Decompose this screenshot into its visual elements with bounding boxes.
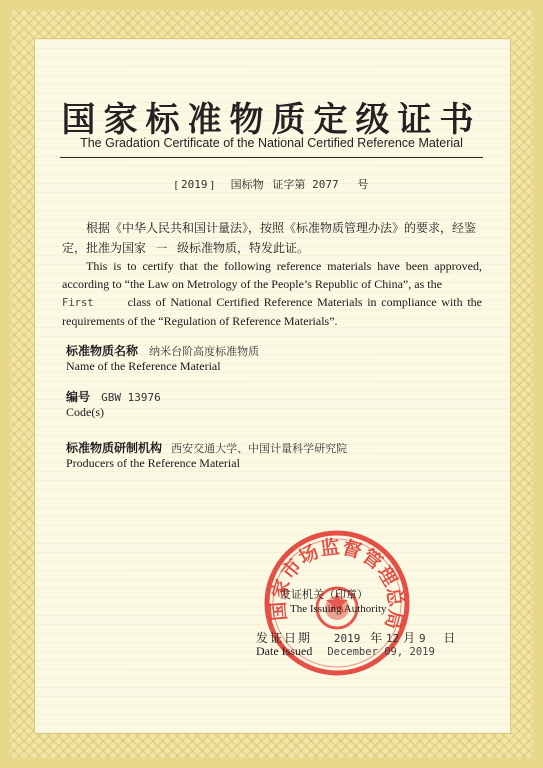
issuer-label-english: The Issuing Authority <box>290 603 387 615</box>
issue-date-value-english: December 09, 2019 <box>327 646 435 658</box>
statement-chinese <box>62 218 482 259</box>
grade-chinese: 一 <box>156 242 168 255</box>
producer-label-chinese: 标准物质研制机构 <box>66 441 163 455</box>
issue-month-unit: 月 <box>403 631 416 645</box>
certificate-zi-label: 证字第 <box>272 179 306 191</box>
statement-english <box>62 257 482 330</box>
code-field <box>66 386 161 420</box>
grade-english: First <box>62 297 94 309</box>
name-label-chinese: 标准物质名称 <box>66 344 139 358</box>
close-bracket: ] <box>210 179 214 191</box>
code-value: GBW 13976 <box>101 391 161 404</box>
certificate-number: 2077 <box>312 178 339 191</box>
certificate-prefix: 国标物 <box>230 179 264 191</box>
statement-english-a: This is to certify that the following reference materials have been approved, according to “the Law on Metrology of the People’s Republic of China”, as the <box>62 259 482 291</box>
producer-field <box>66 437 347 471</box>
statement-chinese-a: 根据《中华人民共和国计量法》，按照《标准物质管理办法》的要求，经鉴定，批准为国家 <box>62 221 477 255</box>
issue-date-label-chinese: 发证日期 <box>256 631 313 645</box>
code-label-english: Code(s) <box>66 405 104 419</box>
certificate-suffix: 号 <box>357 179 369 191</box>
statement-chinese-b: 级标准物质，特发此证。 <box>177 241 310 255</box>
seal-text: 国家市场监督管理总局 <box>267 536 407 633</box>
name-value: 纳米台阶高度标准物质 <box>149 345 260 358</box>
issue-date-label-english: Date Issued <box>256 644 313 658</box>
issue-date-english <box>256 644 435 659</box>
producer-label-english: Producers of the Reference Material <box>66 456 240 470</box>
issue-year-unit: 年 <box>370 631 383 645</box>
code-label-chinese: 编号 <box>66 390 91 404</box>
issue-month: 12 <box>386 632 400 645</box>
title-chinese: 国家标准物质定级证书 <box>61 100 482 140</box>
certificate-number-line <box>0 176 543 192</box>
issue-day: 9 <box>418 632 426 645</box>
title-divider <box>60 157 483 158</box>
producer-value: 西安交通大学、中国计量科学研究院 <box>171 442 348 455</box>
statement-english-b: class of National Certified Reference Materials in compliance with the requirements of the “Regulation of Reference Materials”. <box>62 295 482 328</box>
certificate-year: 2019 <box>181 178 208 191</box>
issue-day-unit: 日 <box>443 631 456 645</box>
title-english: The Gradation Certificate of the National Certified Reference Material <box>80 136 463 150</box>
name-label-english: Name of the Reference Material <box>66 359 221 373</box>
issuer-label-chinese: 发证机关（印章） <box>280 588 368 601</box>
name-field <box>66 340 259 374</box>
issue-year: 2019 <box>333 632 361 645</box>
open-bracket: [ <box>174 179 179 191</box>
